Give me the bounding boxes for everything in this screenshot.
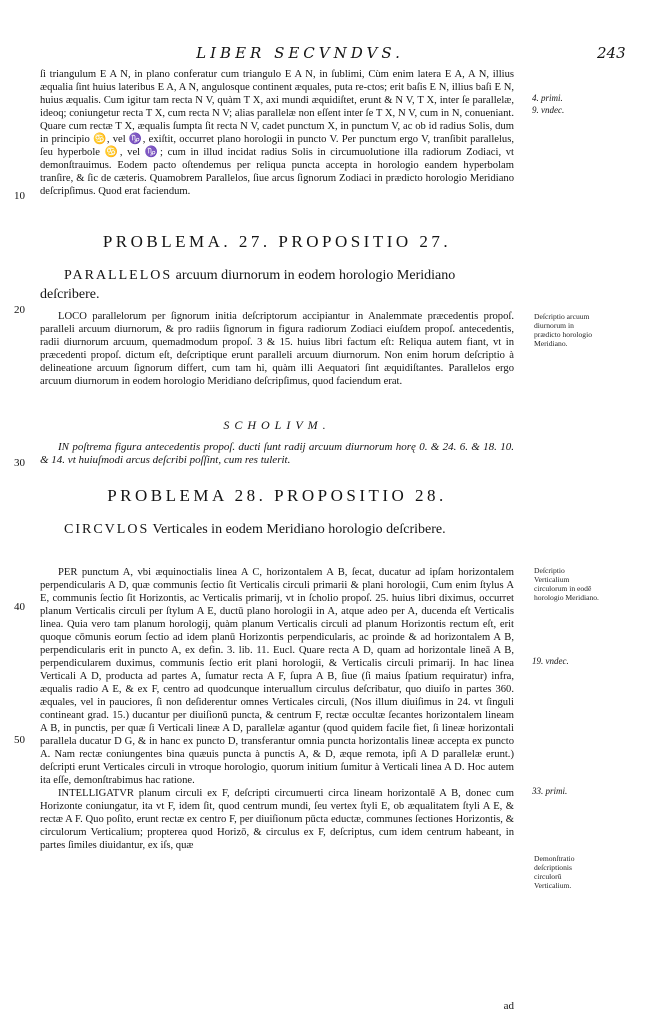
opening-paragraph [40,68,514,198]
line-number-40: 40 [14,601,25,613]
statement-initial-word: PARALLELOS [64,268,173,283]
body-initial-word: LOCO [58,311,87,322]
body-text: parallelorum per ſignorum initia deſcriptorum accipiantur in Analemmate præcedentis propoſ. paralleli arcuum diurnorum, & pro radiis ſignorum in figura radiorum Zodiaci eiuſdem propoſ. antecedentis, radii diurnorum arcuum, quemadmodum propoſ. 3 & 15. huius libri factum eſt: Reliqua autem fiant, vt in præcedenti propoſ. dictum eſt, deſcriptique erunt paralleli arcuum diurnorum. Non enim horum deſcriptio à delineatione arcuum ſignorum differt, cum tam hi, quàm illi Aequatori ſint æquidiſtantes. Parallelos ergo arcuum diurnorum in eodem horologio Meridiano deſcripſimus, quod faciendum erat. [40,311,514,387]
margin-reference: 33. primi. [532,786,568,796]
running-title: LIBER SECVNDVS. [196,44,404,62]
margin-note-diurnal-arcs: Deſcriptio arcuum diurnorum in prædicto horologio Meridiano. [534,312,593,348]
margin-reference: 9. vndec. [532,105,565,115]
scholium-text: IN poſtrema figura antecedentis propoſ. ducti ſunt radij arcuum diurnorum horę 0. & 24. 6. & 18. 10. & 14. vt huiuſmodi arcus deſcribi poſſint, cum res tulerit. [40,441,514,466]
margin-note-demonstration: Demonſtratio deſcriptionis circulorū Verticalium. [534,854,575,890]
catchword: ad [503,1000,514,1012]
margin-reference: 4. primi. [532,93,563,103]
problem-27-heading: PROBLEMA. 27. PROPOSITIO 27. [102,232,452,251]
line-number-50: 50 [14,734,25,746]
statement-initial-word: CIRCVLOS [64,522,150,537]
margin-note-vertical-circles: Deſcriptio Verticalium circulorum in eodē horologio Meridiano. [534,566,599,602]
line-number-30: 30 [14,457,25,469]
margin-reference: 19. vndec. [532,656,569,666]
body-text: punctum A, vbi æquinoctialis linea A C, horizontalem A B, ſecat, ducatur ad ipſam horizontalem perpendicularis A D, quæ communis ſectio ſit Verticalis circuli primarii & plani horologii, Cum enim ſtylus A E, communis ſectio ſit Horizontis, ac Verticalis primarij, vt in ſcholio propoſ. 25. huius libri diximus, occurret planum Verticalis circuli per ſtylum A E, ductū plano horologii in A, atque adeo per A, ducenda eſt Verticalis linea. Quia vero tam planum horologij, quàm planum Verticalis circuli ad planum Horizontis rectum eſt, erit quoque cōmunis eorum ſectio ad idem planū Horizontis perpendicularis, ac proinde & ad horizontalem A B, perpendicularis erit in puncto A, ex defin. 3. lib. 11. Eucl. Quare recta A D, quam ad horizontale lineā A B, perpendicularem duximus, communis ſectio erit plani horologii, & Verticalis circuli primarij. In hac linea Verticali A D, producta ad partes A, ſumatur recta A F, ſupra A B, ſiue (ſi maius ſpatium requiratur) infra, æqualis radio A E, & ex F, centro ad quodcunque interuallum circulus deſcribatur, quo diuiſo in partes 360. æquales, vel in pauciores, ſi non deſiderentur omnes Verticales circuli, (Nos illum diuiſimus in 24. vt ſinguli contineant grad. 15.) ducantur per diuiſionū puncta, & centrum F, rectæ occultæ ſecantes horizontalem lineam A B, in punctis, per quæ ſi Verticali lineæ A D, parallelæ agantur (quod quidem facile fiet, ſi lineæ horizontali parallela ducatur D G, & in hanc ex puncto D, transferantur omnia puncta horizontalis lineæ accepta ex puncto A. Nam rectæ coniungentes bina quæuis puncta à punctis A, & D, æque remota, ipſi A D parallelæ erunt.) deſcripti erunt Verticales circuli in vtroque horologio, quorum initium ſumitur à Verticali linea A D. Hoc autem ita eſſe, demonſtrabimus hac ratione. [40,567,514,786]
demonstration-initial-word: INTELLIGATVR [58,788,134,799]
body-initial-word: PER [58,567,78,578]
problem-27-body [40,310,514,388]
problem-28-body [40,566,514,852]
statement-rest: Verticales in eodem Meridiano horologio deſcribere. [149,522,446,537]
demonstration-text: planum circuli ex F, deſcripti circumuerti circa lineam horizontalē A B, donec cum Horizonte coniungatur, ita vt F, idem ſit, quod centrum mundi, ſeu vertex ſtyli E, ob æqualitatem ſtyli A E, & rectæ A F. Quo poſito, erunt rectæ ex centro F, per diuiſionum pūcta eductæ, communes ſectiones Horizontis, & circulorum Verticalium; propterea quod Horizō, & circulus ex F, deſcriptus, cum idem centrum habeant, in partes ſimiles diuidantur, ex iſs, quæ [40,788,514,851]
statement-rest: arcuum diurnorum in eodem horologio Meridiano deſcribere. [40,268,456,302]
problem-28-statement [40,520,514,539]
scholium-heading: SCHOLIVM. [223,418,331,432]
line-number-10: 10 [14,190,25,202]
line-number-20: 20 [14,304,25,316]
page-number: 243 [597,44,626,62]
paragraph-text: ſi triangulum E A N, in plano conferatur cum triangulo E A N, in ſublimi, Cùm enim latera E A, A N, illius æqualia ſint huius lateribus E A, A N, angulosque continent æquales, puta re-ctos; erit baſis E N, illius baſi E N, huius æqualis. Cum igitur tam recta N V, quàm T X, axi mundi æquidiſtet, erunt & N V, T X, inter ſe parallelæ, ideoq; coniungetur recta T X, cum recta N V; alias parallelæ non eſſent inter ſe T X, N V, cum in N, conueniant. Quare cum rectæ T X, æqualis ſumpta ſit recta N V, cadet punctum X, in punctum V, ac ob id radius Solis, dum in principio ♋, vel ♑, exiſtit, occurret plano horologii in puncto V. Per punctum ergo V, tranſibit parallelus, ſeu hyperbole ♋, vel ♑; cum in illud incidat radius Solis in circumuolutione illa radiorum Zodiaci, vt demonſtrauimus. Eodem pacto oſtendemus per reliqua puncta accepta in horologio eandem hyperbolam tranſire, & ſic de cæteris. Quamobrem Parallelos, ſiue arcus ſignorum Zodiaci in prædicto horologio Meridiano deſcripſimus. Quod erat faciendum. [40,69,514,197]
problem-28-heading: PROBLEMA 28. PROPOSITIO 28. [107,486,447,505]
problem-27-statement [40,266,514,304]
